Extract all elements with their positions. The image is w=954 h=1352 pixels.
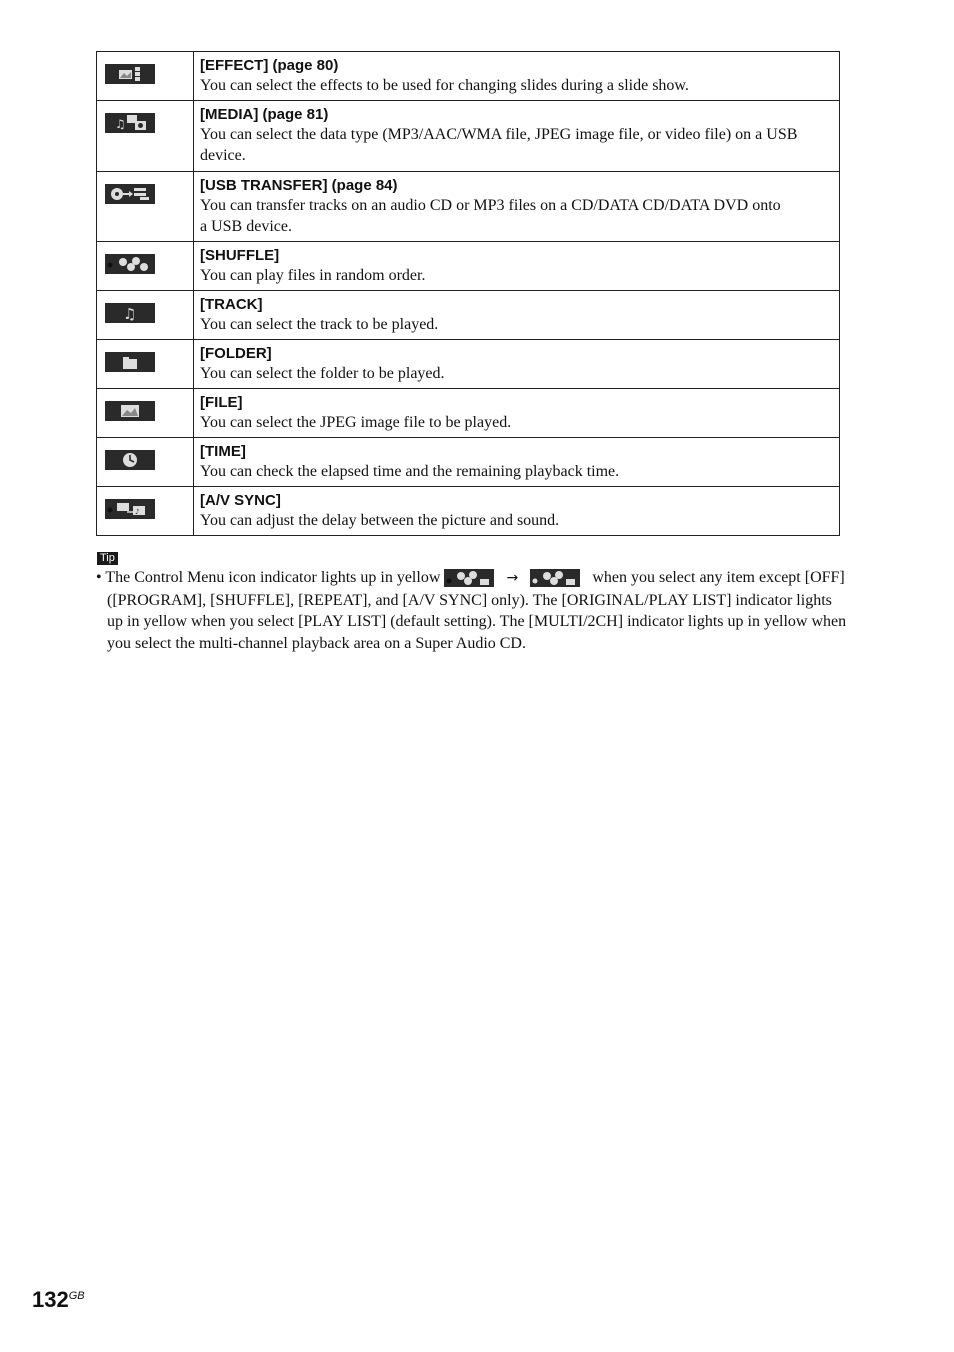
table-row — [97, 438, 840, 487]
arrow-right-icon: → — [506, 570, 519, 586]
row-desc: You can transfer tracks on an audio CD or MP3 files on a CD/DATA CD/DATA DVD onto — [200, 197, 781, 214]
shuffle-icon — [105, 254, 155, 274]
folder-icon — [105, 352, 155, 372]
page-number-value: 132 — [32, 1287, 69, 1312]
svg-text:♪: ♪ — [135, 508, 140, 516]
row-title: [TRACK] — [200, 296, 263, 313]
svg-text:♫: ♫ — [123, 305, 137, 323]
table-row — [97, 487, 840, 536]
tip-line-end: when you select any item except [OFF] — [592, 569, 845, 586]
tip-text — [96, 567, 882, 654]
row-title: [MEDIA] (page 81) — [200, 106, 329, 123]
usb-transfer-icon — [105, 184, 155, 204]
control-menu-icon-off — [444, 569, 494, 587]
table-row — [97, 101, 840, 172]
row-desc: a USB device. — [200, 218, 292, 235]
row-title: [FOLDER] — [200, 345, 272, 362]
row-desc: You can play files in random order. — [200, 267, 426, 284]
row-title: [A/V SYNC] — [200, 492, 281, 509]
svg-text:♫: ♫ — [115, 117, 126, 131]
av-sync-icon — [105, 499, 155, 519]
page-number-suffix: GB — [68, 1290, 85, 1302]
row-desc: You can select the data type (MP3/AAC/WMA file, JPEG image file, or video file) on a USB — [200, 126, 798, 143]
page-number — [32, 1283, 85, 1313]
table-row — [97, 52, 840, 101]
row-title: [FILE] — [200, 394, 243, 411]
control-menu-icon-lit — [530, 569, 580, 587]
table-row — [97, 172, 840, 242]
row-desc: You can adjust the delay between the picture and sound. — [200, 512, 560, 529]
row-desc: You can select the effects to be used for changing slides during a slide show. — [200, 77, 689, 94]
table-row — [97, 340, 840, 389]
table-row — [97, 291, 840, 340]
row-desc: You can check the elapsed time and the remaining playback time. — [200, 463, 620, 480]
track-icon — [105, 303, 155, 323]
tip-label: Tip — [97, 552, 118, 565]
time-icon — [105, 450, 155, 470]
row-desc: device. — [200, 147, 246, 164]
tip-line: up in yellow when you select [PLAY LIST] (default setting). The [MULTI/2CH] indicator lights up in yellow when — [107, 613, 847, 630]
control-menu-table — [96, 51, 840, 536]
media-icon — [105, 113, 155, 133]
tip-line-start: • The Control Menu icon indicator lights up in yellow — [96, 569, 441, 586]
table-row — [97, 242, 840, 291]
row-title: [SHUFFLE] — [200, 247, 280, 264]
table-row — [97, 389, 840, 438]
row-desc: You can select the track to be played. — [200, 316, 439, 333]
row-desc: You can select the JPEG image file to be played. — [200, 414, 512, 431]
tip-line — [96, 567, 882, 590]
row-desc: You can select the folder to be played. — [200, 365, 445, 382]
file-icon — [105, 401, 155, 421]
tip-line: you select the multi-channel playback area on a Super Audio CD. — [107, 634, 526, 652]
row-title: [USB TRANSFER] (page 84) — [200, 177, 398, 194]
tip-line: ([PROGRAM], [SHUFFLE], [REPEAT], and [A/V SYNC] only). The [ORIGINAL/PLAY LIST] indicator lights — [107, 591, 832, 609]
effect-icon — [105, 64, 155, 84]
row-title: [TIME] — [200, 443, 246, 460]
row-title: [EFFECT] (page 80) — [200, 57, 339, 74]
